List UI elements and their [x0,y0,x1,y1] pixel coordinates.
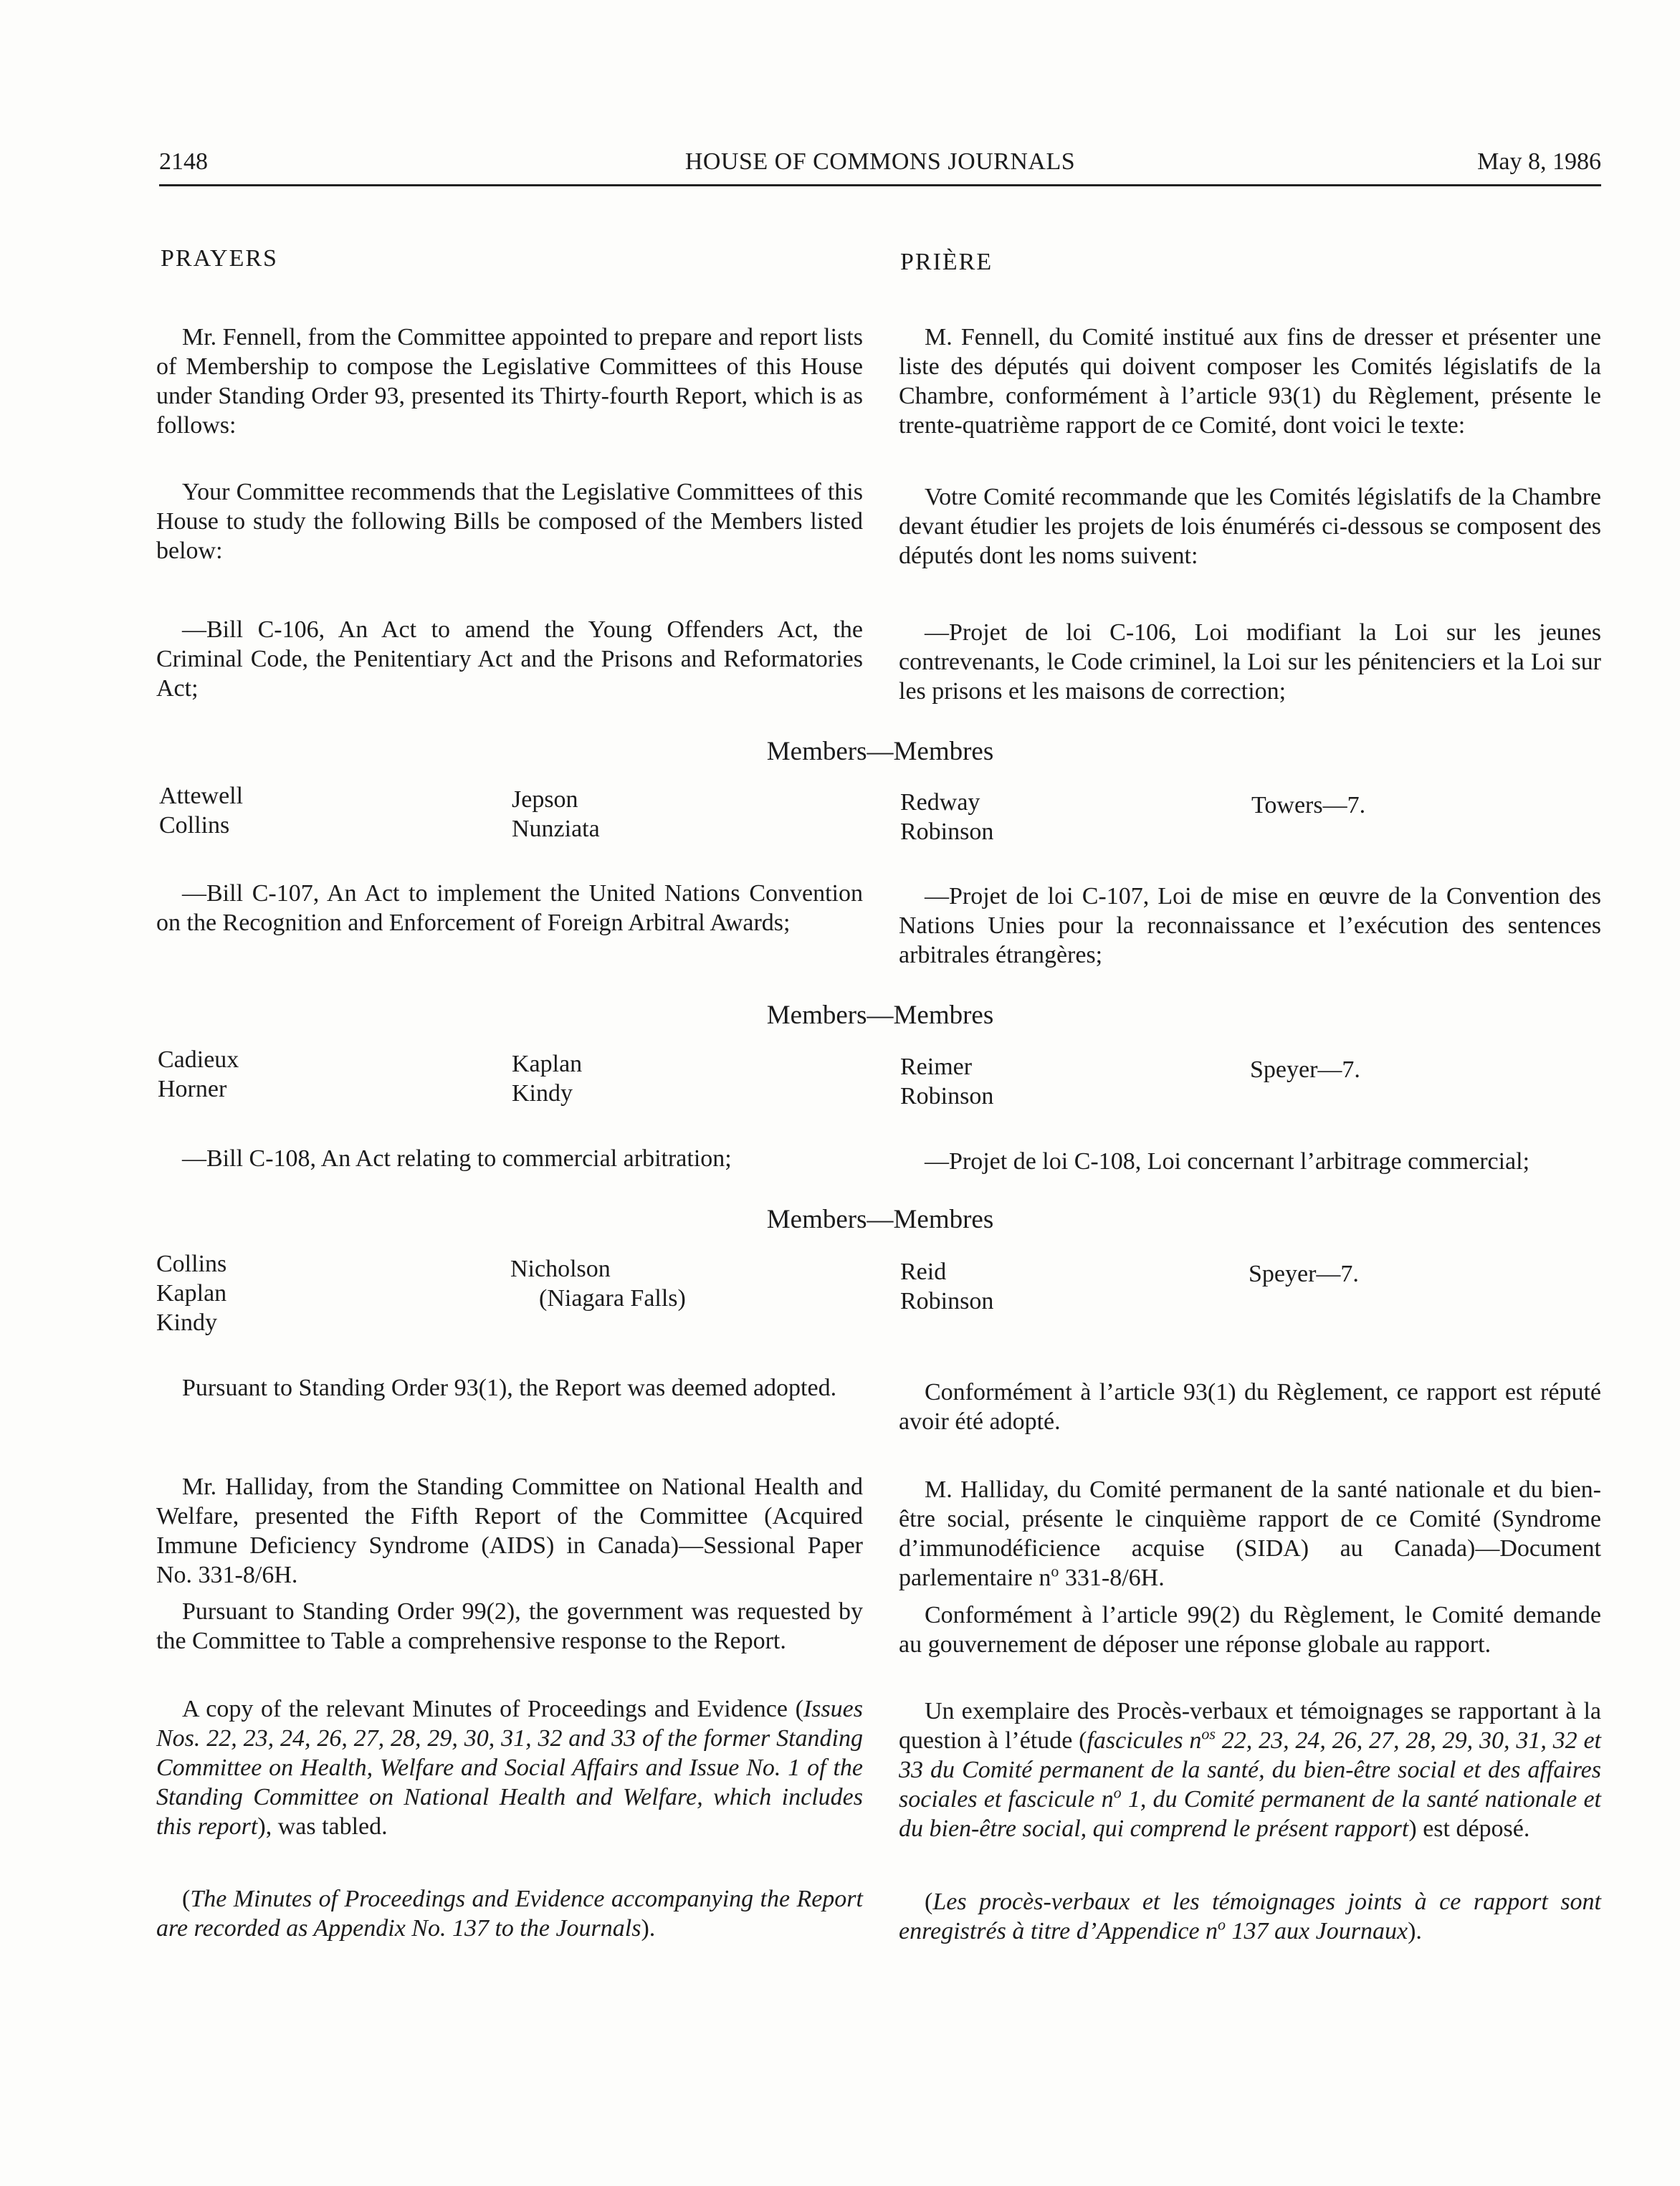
members-heading-c108: Members—Membres [766,1205,994,1234]
running-header [159,147,1601,186]
member-name: Nicholson [510,1256,611,1282]
fr-bill-c107: —Projet de loi C-107, Loi de mise en œuvre de la Convention des Nations Unies pour la reconnaissance et l’exécution des sentences arbitrales étrangères; [899,883,1601,968]
en-bill-c106: —Bill C-106, An Act to amend the Young Offenders Act, the Criminal Code, the Penitentiary Act and the Prisons and Reformatories Act; [156,616,863,702]
member-name: Robinson [900,1288,994,1314]
en-standing-order-99: Pursuant to Standing Order 99(2), the government was requested by the Committee to Table a comprehensive response to the Report. [156,1598,863,1654]
member-name: Kindy [512,1080,573,1107]
members-heading-c106: Members—Membres [766,737,994,766]
fr-minutes-tabled: Un exemplaire des Procès-verbaux et témoignages se rapportant à la question à l’étude (fascicules $n^{os}$ 22, 23, 24, 26, 27, 28, 29, 30, 31, 32 et 33 du Comité permanent de la santé, du bien-être social et des affaires sociales et fascicule $n^o$ 1, du Comité permanent de la santé nationale et du bien-être social, qui comprend le présent rapport) est déposé. [899,1698,1601,1842]
member-name: Nunziata [512,816,600,842]
member-name: Robinson [900,818,994,845]
en-fennell-paragraph: Mr. Fennell, from the Committee appointed to prepare and report lists of Membership to compose the Legislative Committees of this House under Standing Order 93, presented its Thirty-fourth Report, which is as follows: [156,324,863,439]
fr-report-adopted: Conformément à l’article 93(1) du Règlement, ce rapport est réputé avoir été adopté. [899,1379,1601,1435]
en-minutes-tabled: A copy of the relevant Minutes of Proceedings and Evidence (Issues Nos. 22, 23, 24, 26, 27, 28, 29, 30, 31, 32 and 33 of the former Standing Committee on Health, Welfare and Social Affairs and Issue No. 1 of the Standing Committee on National Health and Welfare, which includes this report), was tabled. [156,1696,863,1840]
member-name: Robinson [900,1083,994,1109]
issue-date: May 8, 1986 [1477,148,1601,175]
en-bill-c108: —Bill C-108, An Act relating to commercial arbitration; [182,1145,732,1172]
member-name: Kindy [156,1309,217,1336]
en-report-adopted: Pursuant to Standing Order 93(1), the Report was deemed adopted. [182,1375,837,1401]
heading-en: PRAYERS [161,245,278,272]
member-name: Collins [156,1251,227,1277]
member-name: Kaplan [156,1280,227,1307]
page-number: 2148 [159,148,208,175]
member-name: Speyer—7. [1250,1056,1360,1083]
member-name: Towers—7. [1251,792,1366,818]
member-name: Attewell [159,783,244,809]
member-name: Cadieux [158,1046,239,1073]
member-name: Horner [158,1076,227,1102]
member-name: Reimer [900,1054,973,1080]
en-appendix-note: (The Minutes of Proceedings and Evidence accompanying the Report are recorded as Appendix No. 137 to the Journals). [156,1886,863,1942]
fr-bill-c106: —Projet de loi C-106, Loi modifiant la Loi sur les jeunes contrevenants, le Code criminel, la Loi sur les pénitenciers et la Loi sur les prisons et les maisons de correction; [899,619,1601,705]
member-name: Kaplan [512,1051,583,1077]
en-bill-c107: —Bill C-107, An Act to implement the United Nations Convention on the Recognition and Enforcement of Foreign Arbitral Awards; [156,880,863,936]
members-heading-c107: Members—Membres [766,1001,994,1030]
fr-recommend-paragraph: Votre Comité recommande que les Comités législatifs de la Chambre devant étudier les projets de lois énumérés ci-dessous se composent des députés dont les noms suivent: [899,484,1601,569]
en-recommend-paragraph: Your Committee recommends that the Legislative Committees of this House to study the following Bills be composed of the Members listed below: [156,479,863,564]
en-halliday-paragraph: Mr. Halliday, from the Standing Committee on National Health and Welfare, presented the Fifth Report of the Committee (Acquired Immune Deficiency Syndrome (AIDS) in Canada)—Sessional Paper No. 331-8/6H. [156,1474,863,1588]
member-name: Collins [159,812,230,839]
fr-standing-order-99: Conformément à l’article 99(2) du Règlement, le Comité demande au gouvernement de déposer une réponse globale au rapport. [899,1602,1601,1658]
member-name: Redway [900,789,980,816]
fr-appendix-note: (Les procès-verbaux et les témoignages joints à ce rapport sont enregistrés à titre d’Appendice $n^o$ 137 aux Journaux). [899,1889,1601,1944]
fr-fennell-paragraph: M. Fennell, du Comité institué aux fins de dresser et présenter une liste des députés qui doivent composer les Comités législatifs de la Chambre, conformément à l’article 93(1) du Règlement, présente le trente-quatrième rapport de ce Comité, dont voici le texte: [899,324,1601,439]
journal-title: HOUSE OF COMMONS JOURNALS [684,148,1076,175]
member-name: Reid [900,1259,947,1285]
member-name: Jepson [512,786,578,813]
member-name: (Niagara Falls) [539,1285,686,1312]
member-name: Speyer—7. [1249,1261,1359,1287]
fr-halliday-paragraph: M. Halliday, du Comité permanent de la santé nationale et du bien-être social, présente le cinquième rapport de ce Comité (Syndrome d’immunodéficience acquise (SIDA) au Canada)—Document parlementaire $n^o$ 331-8/6H. [899,1476,1601,1591]
fr-bill-c108: —Projet de loi C-108, Loi concernant l’arbitrage commercial; [925,1148,1530,1175]
heading-fr: PRIÈRE [900,249,993,275]
